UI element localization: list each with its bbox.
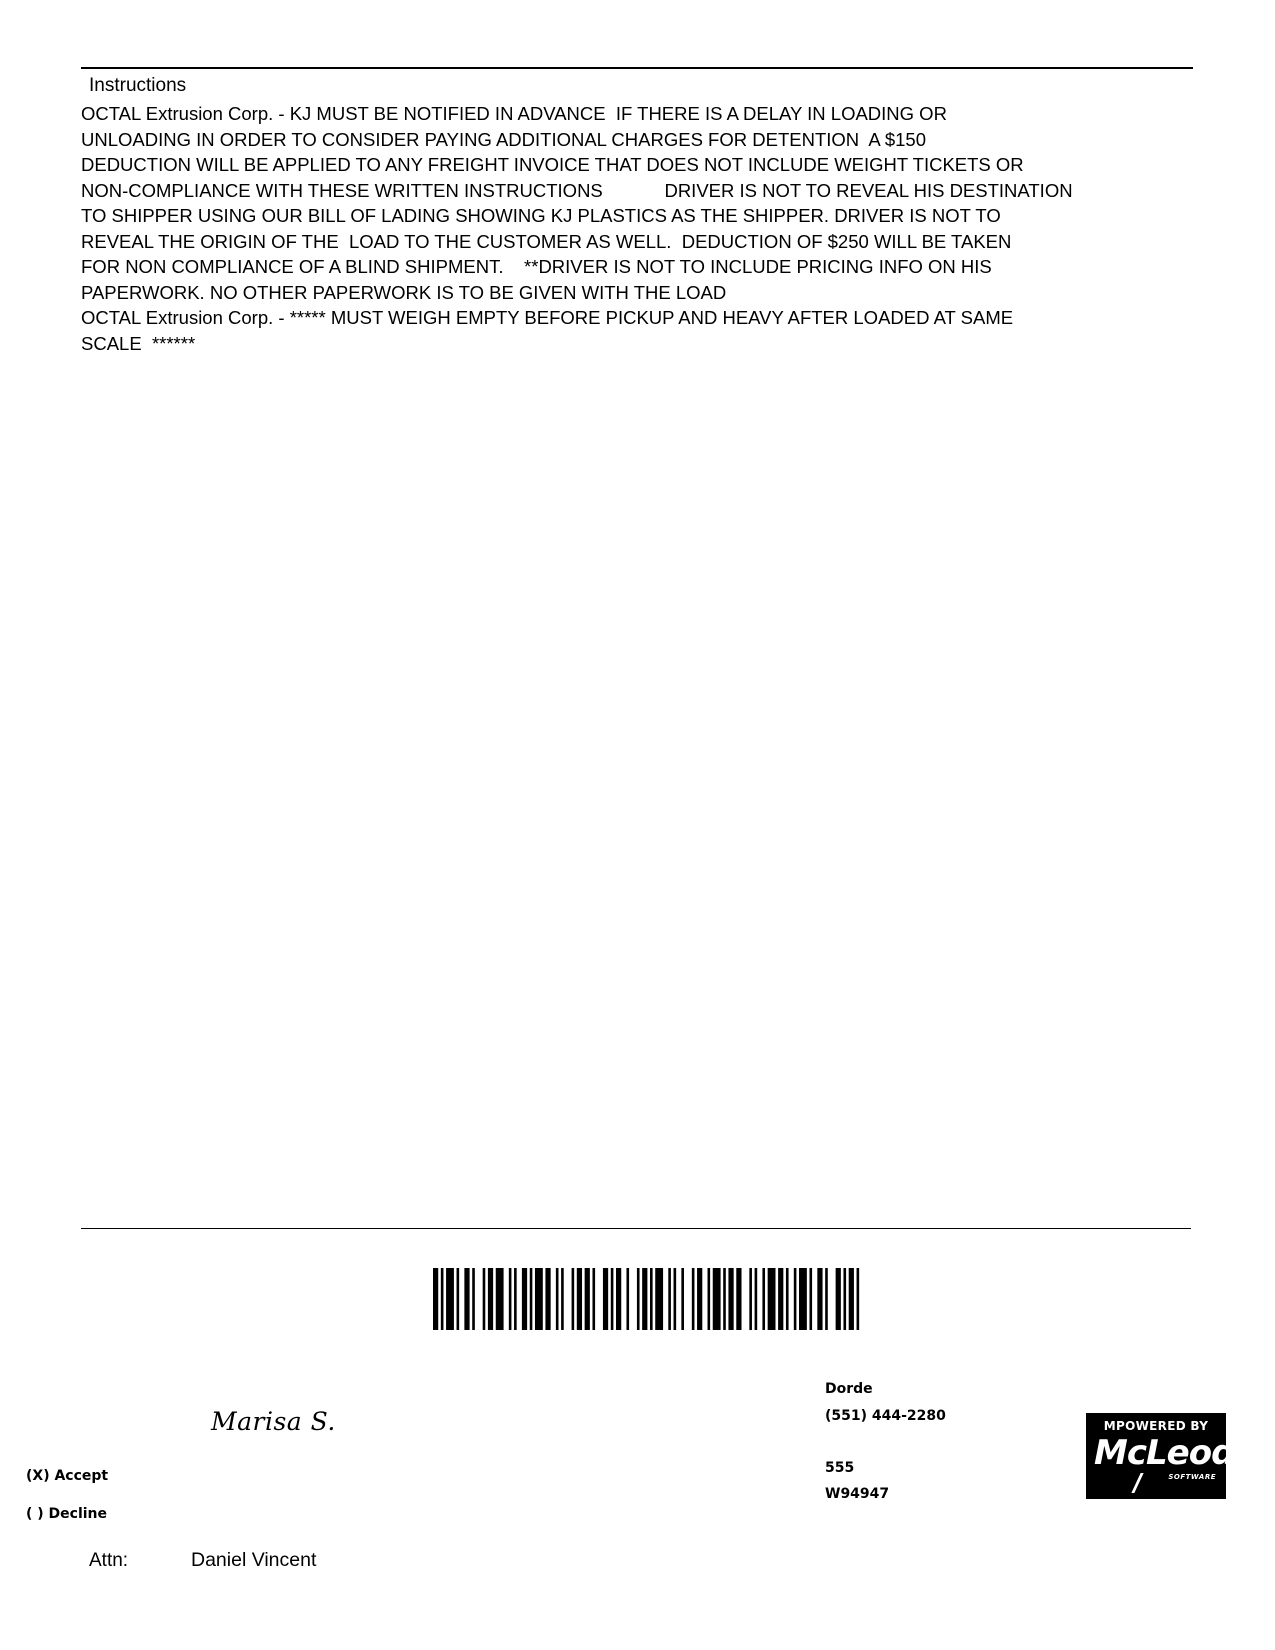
barcode-bar	[697, 1268, 702, 1330]
barcode-bar	[843, 1268, 846, 1330]
barcode-bar	[655, 1268, 663, 1330]
barcode-bar	[692, 1268, 695, 1330]
attn-name: Daniel Vincent	[191, 1549, 317, 1571]
barcode-bar	[849, 1268, 854, 1330]
barcode-bar	[441, 1268, 444, 1330]
barcode-bar	[603, 1268, 608, 1330]
barcode-bar	[749, 1268, 752, 1330]
barcode-bar	[472, 1268, 475, 1330]
attn-label: Attn:	[89, 1550, 129, 1571]
barcode-bar	[836, 1268, 841, 1330]
barcode-bar	[509, 1268, 512, 1330]
barcode-bar	[755, 1268, 758, 1330]
barcode-bar	[650, 1268, 653, 1330]
contact-phone: (551) 444-2280	[825, 1408, 946, 1424]
signature: Marisa S.	[211, 1407, 336, 1436]
barcode-bar	[723, 1268, 726, 1330]
barcode-bar	[857, 1268, 860, 1330]
contact-name: Dorde	[825, 1381, 873, 1397]
barcode-bar	[809, 1268, 812, 1330]
reference-code: W94947	[825, 1486, 890, 1502]
barcode-bar	[762, 1268, 765, 1330]
barcode-bar	[514, 1268, 517, 1330]
bottom-divider	[81, 1228, 1191, 1229]
top-divider	[81, 67, 1193, 69]
barcode-bar	[799, 1268, 807, 1330]
barcode-bar	[488, 1268, 493, 1330]
barcode-bar	[668, 1268, 671, 1330]
barcode-bar	[637, 1268, 640, 1330]
barcode-bar	[530, 1268, 533, 1330]
reference-number: 555	[825, 1460, 855, 1476]
barcode-bar	[728, 1268, 733, 1330]
instructions-line: PAPERWORK. NO OTHER PAPERWORK IS TO BE GIVEN WITH THE LOAD	[81, 281, 727, 303]
instructions-line: OCTAL Extrusion Corp. - ***** MUST WEIGH EMPTY BEFORE PICKUP AND HEAVY AFTER LOADED AT SAME	[81, 307, 1014, 328]
barcode-bar	[556, 1268, 559, 1330]
barcode-bar	[496, 1268, 504, 1330]
barcode-bar	[778, 1268, 783, 1330]
instructions-line: FOR NON COMPLIANCE OF A BLIND SHIPMENT. **DRIVER IS NOT TO INCLUDE PRICING INFO ON HIS	[81, 256, 992, 277]
barcode-bar	[522, 1268, 527, 1330]
barcode-bar	[592, 1268, 595, 1330]
barcode-bar	[794, 1268, 797, 1330]
logo-brand: McLeod	[1094, 1433, 1235, 1473]
barcode-bar	[483, 1268, 486, 1330]
barcode-bar	[464, 1268, 469, 1330]
instructions-heading: Instructions	[89, 75, 187, 96]
barcode-bar	[561, 1268, 564, 1330]
barcode-bar	[786, 1268, 789, 1330]
barcode-bar	[736, 1268, 741, 1330]
mcleod-logo	[1086, 1413, 1235, 1499]
logo-slash-mark	[1131, 1473, 1143, 1493]
barcode-bar	[642, 1268, 647, 1330]
instructions-line: OCTAL Extrusion Corp. - KJ MUST BE NOTIFIED IN ADVANCE IF THERE IS A DELAY IN LOADING OR	[81, 103, 947, 124]
barcode-bar	[817, 1268, 822, 1330]
barcode-bar	[545, 1268, 550, 1330]
barcode-bar	[616, 1268, 621, 1330]
instructions-line: DEDUCTION WILL BE APPLIED TO ANY FREIGHT INVOICE THAT DOES NOT INCLUDE WEIGHT TICKETS OR	[81, 154, 1024, 175]
barcode-bar	[577, 1268, 582, 1330]
decline-option[interactable]: ( ) Decline	[26, 1506, 108, 1522]
barcode-bar	[535, 1268, 543, 1330]
barcode-bar	[713, 1268, 721, 1330]
barcode-bar	[708, 1268, 711, 1330]
instructions-line: REVEAL THE ORIGIN OF THE LOAD TO THE CUSTOMER AS WELL. DEDUCTION OF $250 WILL BE TAKEN	[81, 230, 1012, 252]
barcode-bar	[674, 1268, 677, 1330]
logo-tagline: MPOWERED BY	[1103, 1419, 1209, 1433]
instructions-line: SCALE ******	[81, 332, 196, 354]
logo-subtitle: SOFTWARE	[1168, 1473, 1216, 1481]
barcode-bar	[626, 1268, 629, 1330]
barcode-bar	[611, 1268, 614, 1330]
barcode-bar	[457, 1268, 460, 1330]
barcode-bar	[585, 1268, 590, 1330]
instructions-line: TO SHIPPER USING OUR BILL OF LADING SHOWING KJ PLASTICS AS THE SHIPPER. DRIVER IS NOT TO	[81, 205, 1001, 226]
barcode-bar	[433, 1268, 438, 1330]
barcode	[433, 1268, 867, 1330]
instructions-body	[81, 101, 1211, 356]
instructions-line: NON-COMPLIANCE WITH THESE WRITTEN INSTRUCTIONS DRIVER IS NOT TO REVEAL HIS DESTINATION	[81, 179, 1073, 201]
barcode-bar	[446, 1268, 454, 1330]
barcode-bar	[681, 1268, 684, 1330]
accept-option[interactable]: (X) Accept	[26, 1468, 109, 1484]
barcode-bar	[825, 1268, 828, 1330]
instructions-line: UNLOADING IN ORDER TO CONSIDER PAYING ADDITIONAL CHARGES FOR DETENTION A $150	[81, 128, 927, 150]
barcode-bar	[572, 1268, 575, 1330]
barcode-bar	[768, 1268, 776, 1330]
